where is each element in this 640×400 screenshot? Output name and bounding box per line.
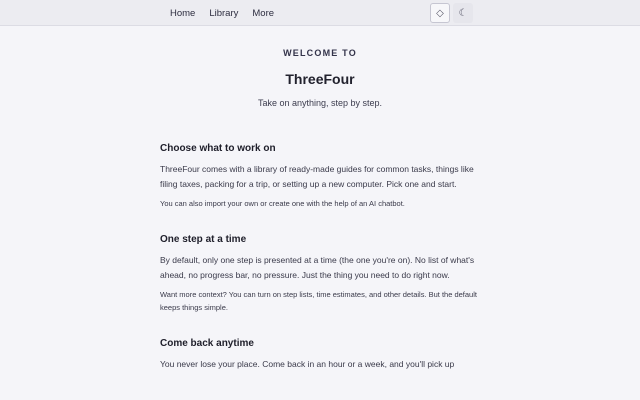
nav-home-link[interactable]: Home [170,7,196,19]
top-bar [0,0,640,26]
nav-library-link[interactable]: Library [209,7,239,19]
topbar-actions [430,3,473,23]
section-one-step [160,234,480,314]
theme-toggle-button[interactable] [453,3,473,23]
main-content [160,26,480,372]
section-choose [160,143,480,210]
hero-eyebrow: WELCOME TO [283,48,357,58]
section-body: You never lose your place. Come back in an hour or a week, and you'll pick up [160,359,455,369]
section-heading: Choose what to work on [160,143,276,154]
nav-more-link[interactable]: More [252,7,275,19]
section-heading: Come back anytime [160,338,254,349]
section-heading: One step at a time [160,234,247,245]
section-come-back [160,338,480,372]
section-body: ThreeFour comes with a library of ready-made guides for common tasks, things like filing taxes, packing for a trip, or setting up a new computer. Pick one and start. [160,164,474,189]
focus-mode-button[interactable] [430,3,450,23]
hero [160,26,480,108]
main-nav [170,0,288,26]
moon-icon: ☾ [458,7,468,19]
diamond-icon: ◇ [436,7,444,19]
hero-tagline: Take on anything, step by step. [257,98,383,108]
section-note: Want more context? You can turn on step lists, time estimates, and other details. But the default keeps things simple. [160,290,477,312]
app-title: ThreeFour [285,71,355,87]
section-note: You can also import your own or create one with the help of an AI chatbot. [160,199,405,208]
section-body: By default, only one step is presented at a time (the one you're on). No list of what's ahead, no progress bar, no pressure. Just the thing you need to do right now. [160,255,475,280]
